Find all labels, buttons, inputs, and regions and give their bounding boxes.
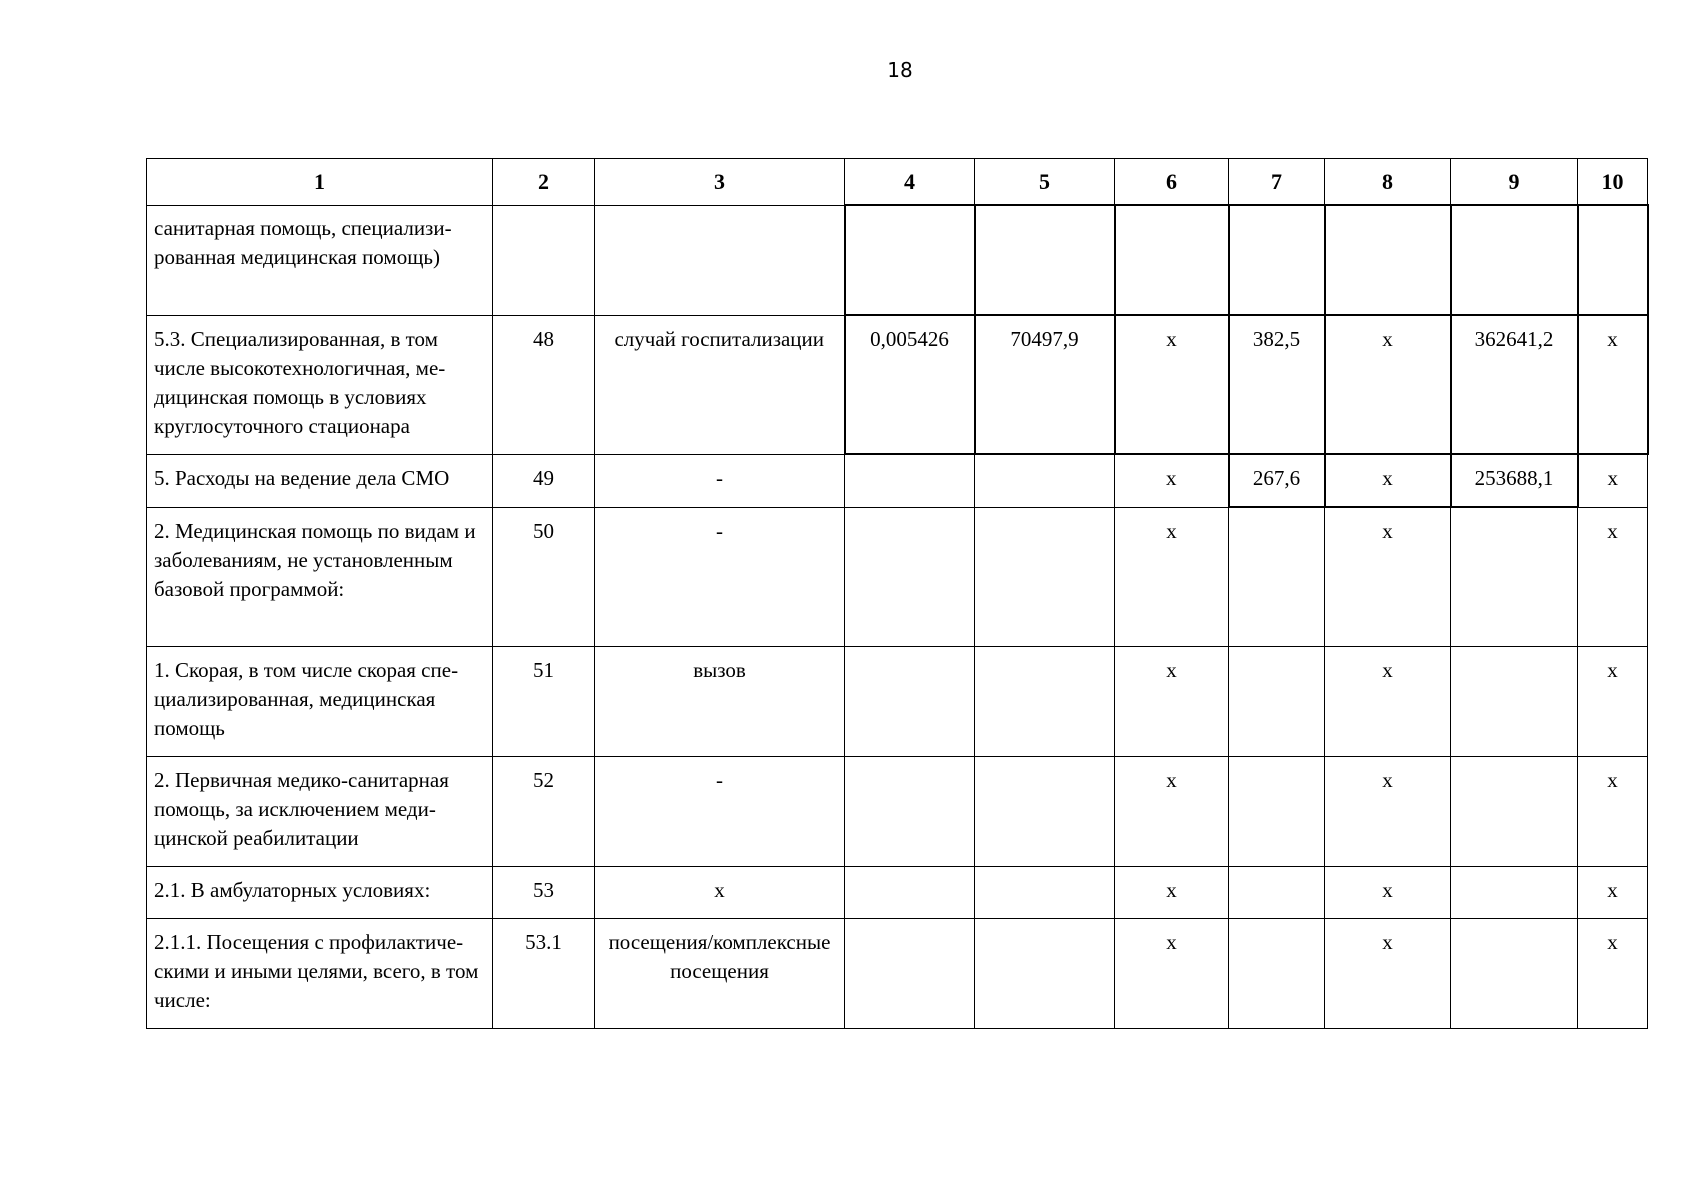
- row-code: [493, 205, 595, 315]
- table-cell: х: [1115, 454, 1229, 507]
- row-label: 2. Первичная медико-санитарная помощь, за исключением меди-цинской реабилитации: [147, 757, 493, 867]
- table-cell: [1229, 757, 1325, 867]
- row-label: 2.1.1. Посещения с профилактиче-скими и иными целями, всего, в том числе:: [147, 919, 493, 1029]
- row-code: 53: [493, 867, 595, 919]
- table-cell: [1325, 205, 1451, 315]
- table-row: [147, 757, 1648, 867]
- table-cell: [845, 757, 975, 867]
- unit-cell: х: [595, 867, 845, 919]
- table-cell: х: [1325, 454, 1451, 507]
- unit-cell: -: [595, 454, 845, 507]
- table-cell: х: [1578, 315, 1648, 454]
- table-row: [147, 919, 1648, 1029]
- table-cell: х: [1325, 919, 1451, 1029]
- row-code: 52: [493, 757, 595, 867]
- table-cell: х: [1578, 919, 1648, 1029]
- table-row: [147, 315, 1648, 454]
- table-cell: х: [1325, 507, 1451, 647]
- column-header: 10: [1578, 159, 1648, 206]
- table-cell: [1229, 507, 1325, 647]
- table-cell: [1229, 205, 1325, 315]
- unit-cell: [595, 205, 845, 315]
- table-row: [147, 647, 1648, 757]
- column-header: 9: [1451, 159, 1578, 206]
- table-cell: [1451, 507, 1578, 647]
- table-row: [147, 867, 1648, 919]
- table-cell: [1578, 205, 1648, 315]
- table-cell: [845, 867, 975, 919]
- column-header: 7: [1229, 159, 1325, 206]
- table-cell: х: [1115, 507, 1229, 647]
- table-cell: [1451, 867, 1578, 919]
- table-cell: х: [1578, 757, 1648, 867]
- row-code: 48: [493, 315, 595, 454]
- table-cell: [1229, 647, 1325, 757]
- table-cell: [845, 919, 975, 1029]
- table-cell: х: [1325, 647, 1451, 757]
- unit-cell: случай госпитализации: [595, 315, 845, 454]
- table-cell: х: [1578, 454, 1648, 507]
- table-cell: [1451, 919, 1578, 1029]
- column-header: 1: [147, 159, 493, 206]
- table-cell: х: [1115, 315, 1229, 454]
- table-cell: [975, 919, 1115, 1029]
- row-label: 1. Скорая, в том числе скорая спе-циализированная, медицинская помощь: [147, 647, 493, 757]
- row-code: 51: [493, 647, 595, 757]
- row-code: 50: [493, 507, 595, 647]
- table-cell: [975, 507, 1115, 647]
- table-cell: х: [1578, 647, 1648, 757]
- table-row: [147, 507, 1648, 647]
- table-cell: х: [1325, 867, 1451, 919]
- column-header: 8: [1325, 159, 1451, 206]
- unit-cell: -: [595, 507, 845, 647]
- table-cell: 382,5: [1229, 315, 1325, 454]
- table-cell: [845, 454, 975, 507]
- column-header: 4: [845, 159, 975, 206]
- unit-cell: вызов: [595, 647, 845, 757]
- table-cell: х: [1115, 757, 1229, 867]
- table-cell: [975, 867, 1115, 919]
- column-header: 6: [1115, 159, 1229, 206]
- table-cell: [1229, 867, 1325, 919]
- row-code: 53.1: [493, 919, 595, 1029]
- header-row: [147, 159, 1648, 206]
- row-label: 5. Расходы на ведение дела СМО: [147, 454, 493, 507]
- unit-cell: -: [595, 757, 845, 867]
- table-cell: [975, 205, 1115, 315]
- row-label: 5.3. Специализированная, в том числе высокотехнологичная, ме-дицинская помощь в условиях круглосуточного стационара: [147, 315, 493, 454]
- table-cell: х: [1115, 647, 1229, 757]
- table-cell: 362641,2: [1451, 315, 1578, 454]
- data-table: [146, 158, 1649, 1029]
- table-cell: х: [1578, 867, 1648, 919]
- table-cell: х: [1325, 315, 1451, 454]
- table-cell: 267,6: [1229, 454, 1325, 507]
- row-label: 2.1. В амбулаторных условиях:: [147, 867, 493, 919]
- table-cell: [975, 757, 1115, 867]
- table-cell: [1115, 205, 1229, 315]
- table-row: [147, 454, 1648, 507]
- page-number: 18: [887, 58, 913, 82]
- table-cell: [1451, 205, 1578, 315]
- table-cell: х: [1115, 919, 1229, 1029]
- row-label: 2. Медицинская помощь по видам и заболеваниям, не установленным базовой программой:: [147, 507, 493, 647]
- table-cell: [1451, 757, 1578, 867]
- table-cell: [1451, 647, 1578, 757]
- table-cell: [975, 454, 1115, 507]
- table-cell: [845, 205, 975, 315]
- table-cell: х: [1115, 867, 1229, 919]
- column-header: 2: [493, 159, 595, 206]
- unit-cell: посещения/комплексные посещения: [595, 919, 845, 1029]
- table-cell: [1229, 919, 1325, 1029]
- table-cell: х: [1578, 507, 1648, 647]
- row-code: 49: [493, 454, 595, 507]
- table-cell: [845, 647, 975, 757]
- table-cell: 70497,9: [975, 315, 1115, 454]
- table-cell: 0,005426: [845, 315, 975, 454]
- table-row: [147, 205, 1648, 315]
- table-cell: [975, 647, 1115, 757]
- column-header: 5: [975, 159, 1115, 206]
- table-cell: [845, 507, 975, 647]
- row-label: санитарная помощь, специализи-рованная медицинская помощь): [147, 205, 493, 315]
- table-cell: х: [1325, 757, 1451, 867]
- table-cell: 253688,1: [1451, 454, 1578, 507]
- column-header: 3: [595, 159, 845, 206]
